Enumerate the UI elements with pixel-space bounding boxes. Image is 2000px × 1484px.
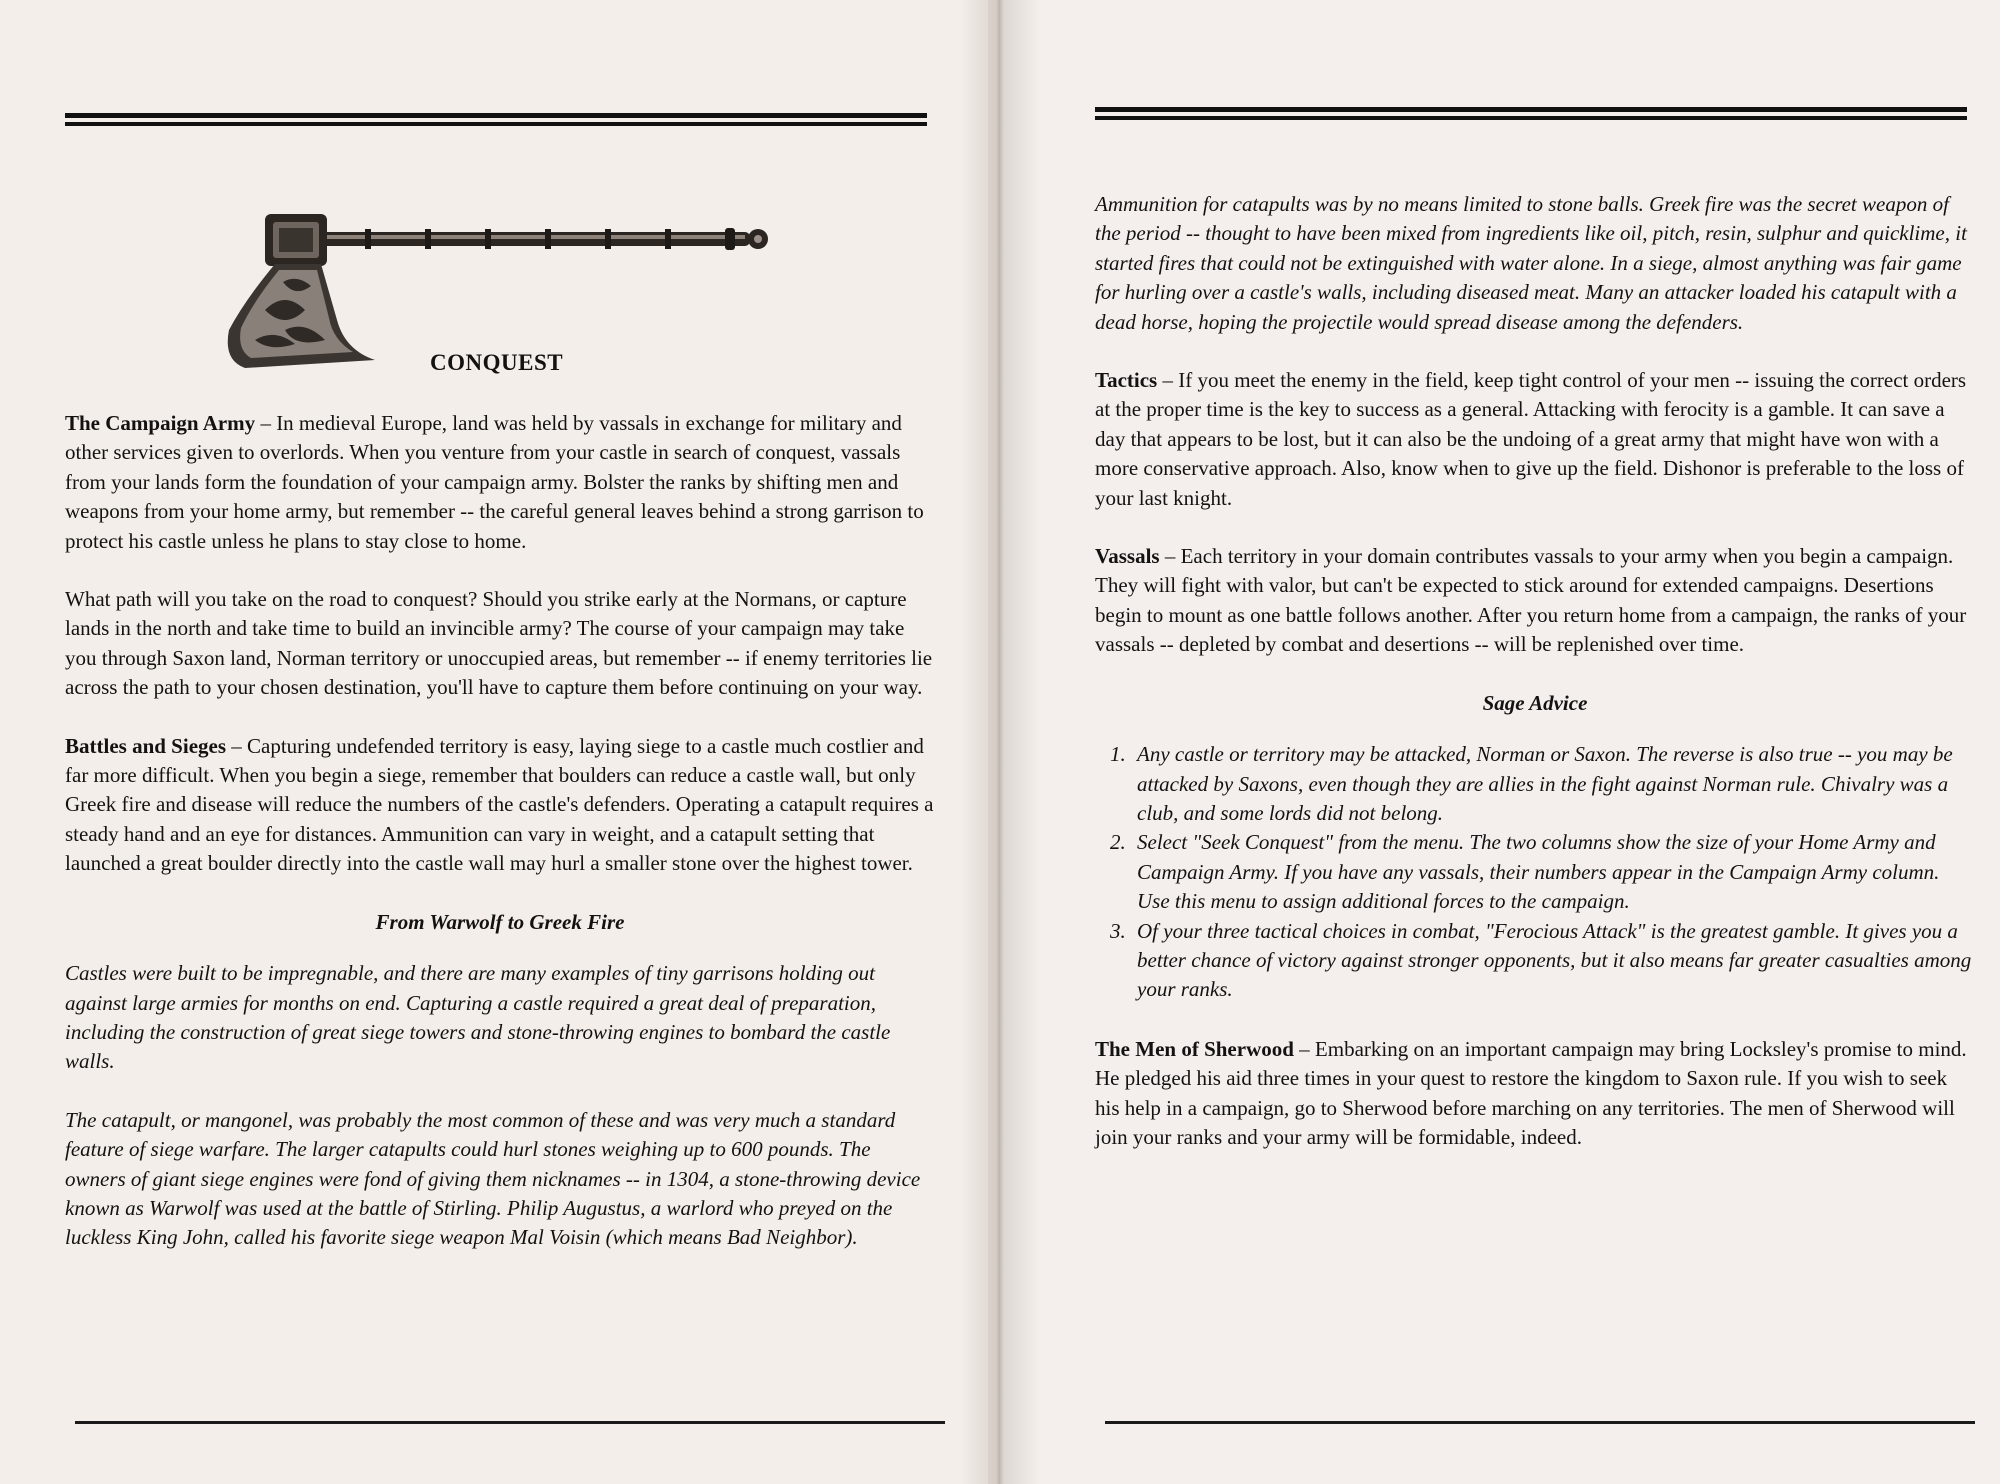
battles-sieges-label: Battles and Sieges xyxy=(65,733,227,758)
top-rule xyxy=(1095,107,1967,121)
campaign-army-text: – In medieval Europe, land was held by vassals in exchange for military and other services given to overlords. When you venture from your castle in search of conquest, vassals from your lands form the foundation of your campaign army. Bolster the ranks by shifting men and weapons from your home army, but remember -- the careful general leaves behind a strong garrison to protect his castle unless he plans to stay close to home. xyxy=(65,411,924,553)
sage-advice-title: Sage Advice xyxy=(1482,690,1588,715)
tactics-label: Tactics xyxy=(1095,368,1158,393)
battles-sieges-text: – Capturing undefended territory is easy, laying siege to a castle much costlier and far more difficult. When you begin a siege, remember that boulders can reduce a castle wall, but only Greek fire and disease will reduce the numbers of the castle's defenders. Operating a catapult requires a steady hand and an eye for distances. Ammunition can vary in weight, and a catapult setting that launched a great boulder directly into the castle wall may hurl a smaller stone over the highest tower. xyxy=(65,733,934,876)
men-of-sherwood-text: – Embarking on an important campaign may bring Locksley's promise to mind. He pledged his aid three times in your quest to restore the kingdom to Saxon rule. If you wish to seek his help in a campaign, go to Sherwood before marching on any territories. The men of Sherwood will join your ranks and your army will be formidable, indeed. xyxy=(1095,1036,1967,1149)
left-page xyxy=(0,0,988,1484)
page-title: CONQUEST xyxy=(430,350,564,375)
path-paragraph: What path will you take on the road to conquest? Should you strike early at the Normans, or capture lands in the north and take time to build an invincible army? The course of your campaign may take you through Saxon land, Norman territory or unoccupied areas, but remember -- if enemy territories lie across the path to your chosen destination, you'll have to capture them before continuing on your way. xyxy=(65,587,933,700)
vassals-label: Vassals xyxy=(1095,544,1160,569)
right-page-body xyxy=(1095,190,1975,1181)
advice-list xyxy=(1095,740,1975,1005)
vassals-paragraph xyxy=(1095,542,1975,660)
tactics-paragraph xyxy=(1095,366,1975,513)
vassals-text: – Each territory in your domain contributes vassals to your army when you begin a campaign. They will fight with valor, but can't be expected to stick around for extended campaigns. Desertions begin to mount as one battle follows another. After you return home from a campaign, the ranks of your vassals -- depleted by combat and desertions -- will be replenished over time. xyxy=(1095,544,1967,657)
battle-axe-icon xyxy=(225,210,795,370)
sidebar-paragraph-1: Castles were built to be impregnable, and there are many examples of tiny garrisons holding out against large armies for months on end. Capturing a castle required a great deal of preparation, including the construction of great siege towers and stone-throwing engines to bombard the castle walls. xyxy=(65,961,891,1074)
sidebar-title: From Warwolf to Greek Fire xyxy=(375,909,625,934)
sidebar-paragraph-2: The catapult, or mangonel, was probably the most common of these and was very much a standard feature of siege warfare. The larger catapults could hurl stones weighing up to 600 pounds. The owners of giant siege engines were fond of giving them nicknames -- in 1304, a stone-throwing device known as Warwolf was used at the battle of Stirling. Philip Augustus, a warlord who preyed on the luckless King John, called his favorite siege weapon Mal Voisin (which means Bad Neighbor). xyxy=(65,1107,921,1250)
advice-item: 2. Select "Seek Conquest" from the menu. The two columns show the size of your Home Army and Campaign Army. If you have any vassals, their numbers appear in the Campaign Army column. Use this menu to assign additional forces to the campaign. xyxy=(1131,828,1975,916)
advice-item: 1. Any castle or territory may be attacked, Norman or Saxon. The reverse is also true -- you may be attacked by Saxons, even though they are allies in the fight against Norman rule. Chivalry was a club, and some lords did not belong. xyxy=(1131,740,1975,828)
bottom-rule xyxy=(75,1421,945,1424)
men-of-sherwood-paragraph xyxy=(1095,1035,1975,1153)
men-of-sherwood-label: The Men of Sherwood xyxy=(1095,1036,1294,1061)
tactics-text: – If you meet the enemy in the field, keep tight control of your men -- issuing the correct orders at the proper time is the key to success as a general. Attacking with ferocity is a gamble. It can save a day that appears to be lost, but it can also be the undoing of a great army that might have won with a more conservative approach. Also, know when to give up the field. Dishonor is preferable to the loss of your last knight. xyxy=(1095,368,1967,510)
ammunition-paragraph: Ammunition for catapults was by no means limited to stone balls. Greek fire was the secret weapon of the period -- thought to have been mixed from ingredients like oil, pitch, resin, sulphur and quicklime, it started fires that could not be extinguished with water alone. In a siege, almost anything was fair game for hurling over a castle's walls, including diseased meat. Many an attacker loaded his catapult with a dead horse, hoping the projectile would spread disease among the defenders. xyxy=(1095,192,1967,334)
campaign-army-paragraph xyxy=(65,409,935,556)
bottom-rule xyxy=(1105,1421,1975,1424)
book-gutter xyxy=(960,0,1040,1484)
top-rule xyxy=(65,113,927,127)
battles-sieges-paragraph xyxy=(65,732,935,879)
right-page xyxy=(1000,0,2000,1484)
campaign-army-label: The Campaign Army xyxy=(65,411,256,435)
left-page-body xyxy=(65,409,935,1282)
advice-item: 3. Of your three tactical choices in combat, "Ferocious Attack" is the greatest gamble. It gives you a better chance of victory against stronger opponents, but it also means far greater casualties among your ranks. xyxy=(1131,917,1975,1005)
